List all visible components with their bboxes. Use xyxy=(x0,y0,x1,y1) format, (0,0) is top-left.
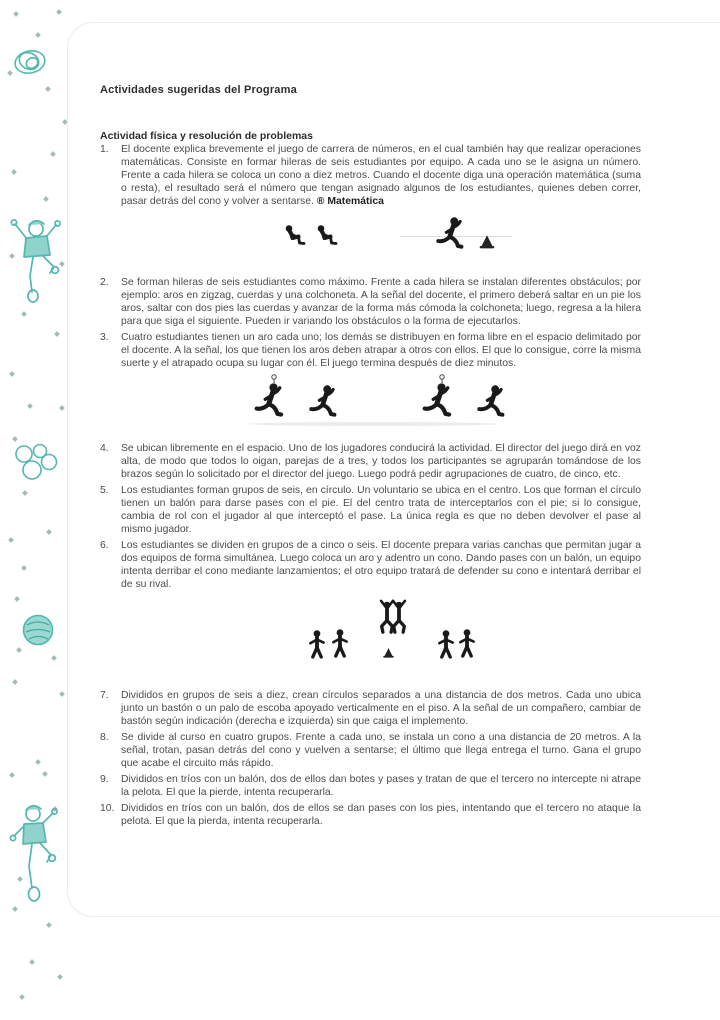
dot-decoration xyxy=(14,596,20,602)
dot-decoration xyxy=(27,403,33,409)
activity-number: 1. xyxy=(100,144,109,155)
dot-decoration xyxy=(22,490,28,496)
dot-decoration xyxy=(43,196,49,202)
dot-decoration xyxy=(42,771,48,777)
illustration-cone-game xyxy=(100,597,641,681)
dot-decoration xyxy=(46,922,52,928)
activity-item xyxy=(100,539,641,591)
dot-decoration xyxy=(9,371,15,377)
dot-decoration xyxy=(35,32,41,38)
activity-item xyxy=(100,731,641,770)
dot-decoration xyxy=(13,11,19,17)
jumping-figure-icon xyxy=(386,597,412,639)
dot-decoration xyxy=(59,405,65,411)
standing-figure-icon xyxy=(305,629,329,661)
section-heading: Actividad física y resolución de problemas xyxy=(100,130,313,142)
dot-decoration xyxy=(59,691,65,697)
activity-number: 5. xyxy=(100,485,109,496)
dot-decoration xyxy=(62,119,68,125)
dot-decoration xyxy=(45,86,51,92)
dot-decoration xyxy=(21,311,27,317)
bubble-cluster-doodle xyxy=(13,443,59,483)
activity-text: Los estudiantes se dividen en grupos de a cinco o seis. El docente prepara varias canchas que permitan jugar a dos equipos de forma simultánea. Luego coloca un aro y adentro un cono. Dando pases con un balón, un equipo intenta derribar el cono mediante lanzamientos; el otro equipo tratará de defender su cono e intentará derribar el de su rival. xyxy=(121,540,641,590)
runner-figure-icon xyxy=(250,382,286,418)
activities-list xyxy=(100,143,641,828)
ground-shadow xyxy=(248,422,498,426)
activity-text: Cuatro estudiantes tienen un aro cada uno; los demás se distribuyen en forma libre en el espacio delimitado por el docente. A la señal, los que tienen los aros deben atrapar a otros con ellos. El que lo consigue, corre la misma suerte y el atrapado ocupa su lugar con él. El juego termina después de diez minutos. xyxy=(121,332,641,369)
activity-text: El docente explica brevemente el juego de carrera de números, en el cual también hay que realizar operaciones matemáticas. Consiste en formar hileras de seis estudiantes por equipo. A cada uno se le asigna un número. Frente a cada hilera se coloca un cono a diez metros. Cuando el docente diga una operación matemática (suma o resta), el resultado será el número que tengan asignado algunos de los estudiantes, quienes deben correr, pasar detrás del cono y volver a sentarse. xyxy=(121,144,641,207)
activity-number: 2. xyxy=(100,277,109,288)
activity-item xyxy=(100,143,641,208)
activity-text: Divididos en grupos de seis a diez, crean círculos separados a una distancia de dos metros. Cada uno ubica junto un bastón o un palo de escoba apoyado verticalmente en el piso. A la señal de un compañero, cambiar de bastón según indicación (derecha e izquierda) sin que caiga el implemento. xyxy=(121,690,641,727)
subject-tag: ® Matemática xyxy=(313,196,384,207)
dot-decoration xyxy=(12,436,18,442)
running-kid-doodle xyxy=(6,800,60,912)
standing-figure-icon xyxy=(455,627,479,661)
scribbled-ball-doodle xyxy=(21,611,56,649)
activity-number: 9. xyxy=(100,774,109,785)
dot-decoration xyxy=(50,151,56,157)
dot-decoration xyxy=(29,959,35,965)
seated-figure-icon xyxy=(314,224,340,250)
illustration-four-runners xyxy=(100,374,641,436)
dot-decoration xyxy=(11,169,17,175)
dot-decoration xyxy=(46,529,52,535)
dot-decoration xyxy=(35,759,41,765)
standing-figure-icon xyxy=(328,627,352,661)
activity-text: Divididos en tríos con un balón, dos de ellos dan botes y pases y tratan de que el tercero no intercepte ni atrape la pelota. El que la pierde, intenta recuperarla. xyxy=(121,774,641,798)
cone-icon xyxy=(478,234,496,250)
activity-text: Divididos en tríos con un balón, dos de ellos se dan pases con los pies, intentando que el tercero no ataque la pelota. El que la pierda, intenta recuperarla. xyxy=(121,803,641,827)
dot-decoration xyxy=(9,772,15,778)
activity-item xyxy=(100,276,641,328)
jumping-kid-doodle xyxy=(6,214,64,306)
decorative-margin xyxy=(0,0,100,1020)
dot-decoration xyxy=(56,9,62,15)
hoop-marker-icon xyxy=(270,374,278,384)
seated-figure-icon xyxy=(282,224,308,250)
activity-item xyxy=(100,484,641,536)
hoop-marker-icon xyxy=(438,374,446,384)
activity-text: Los estudiantes forman grupos de seis, en círculo. Un voluntario se ubica en el centro. Los que forman el círculo tienen un balón para darse pases con el pie. El del centro trata de interceptarlos con el pie; si lo consigue, cambia de rol con el jugador al que interceptó el pase. La única regla es que no deben devolver el pase al mismo jugador. xyxy=(121,485,641,535)
activity-item xyxy=(100,773,641,799)
page-title: Actividades sugeridas del Programa xyxy=(100,84,297,96)
dot-decoration xyxy=(54,331,60,337)
activity-number: 10. xyxy=(100,803,115,814)
dot-decoration xyxy=(21,565,27,571)
runner-figure-icon xyxy=(473,384,507,418)
activity-number: 3. xyxy=(100,332,109,343)
dot-decoration xyxy=(19,994,25,1000)
activity-text: Se forman hileras de seis estudiantes como máximo. Frente a cada hilera se instalan diferentes obstáculos; por ejemplo: aros en zigzag, cuerdas y una colchoneta. A la señal del docente, el primero deberá saltar en un pie los aros, saltar con dos pies las cuerdas y avanzar de la forma más cómoda la colchoneta; luego, regresa a la hilera para que siga el siguiente. Pueden ir variando los obstáculos o la forma de ejecutarlos. xyxy=(121,277,641,327)
runner-figure-icon xyxy=(432,216,466,250)
document-page xyxy=(100,84,641,831)
activity-item xyxy=(100,689,641,728)
activity-number: 4. xyxy=(100,443,109,454)
scribble-ball-doodle xyxy=(12,46,48,78)
activity-text: Se divide al curso en cuatro grupos. Frente a cada uno, se instala un cono a una distancia de 20 metros. A la señal, trotan, pasan detrás del cono y vuelven a sentarse; el último que llega entrega el turno. Gana el grupo que acabe el circuito más rápido. xyxy=(121,732,641,769)
dot-decoration xyxy=(57,974,63,980)
dot-decoration xyxy=(12,679,18,685)
cone-icon xyxy=(382,647,395,659)
activity-number: 6. xyxy=(100,540,109,551)
dot-decoration xyxy=(8,537,14,543)
activity-item xyxy=(100,331,641,370)
activity-item xyxy=(100,442,641,481)
activity-text: Se ubican libremente en el espacio. Uno de los jugadores conducirá la actividad. El director del juego dirá en voz alta, de modo que todos lo oigan, parejas de a tres, y todos los participantes se agruparán tomándose de los brazos según lo solicitado por el director del juego. Luego podrá pedir agrupaciones de cuatro, de cinco, etc. xyxy=(121,443,641,480)
activity-number: 7. xyxy=(100,690,109,701)
runner-figure-icon xyxy=(418,382,454,418)
activity-number: 8. xyxy=(100,732,109,743)
runner-figure-icon xyxy=(305,384,339,418)
illustration-seated-and-runner xyxy=(100,212,641,270)
dot-decoration xyxy=(51,655,57,661)
activity-item xyxy=(100,802,641,828)
